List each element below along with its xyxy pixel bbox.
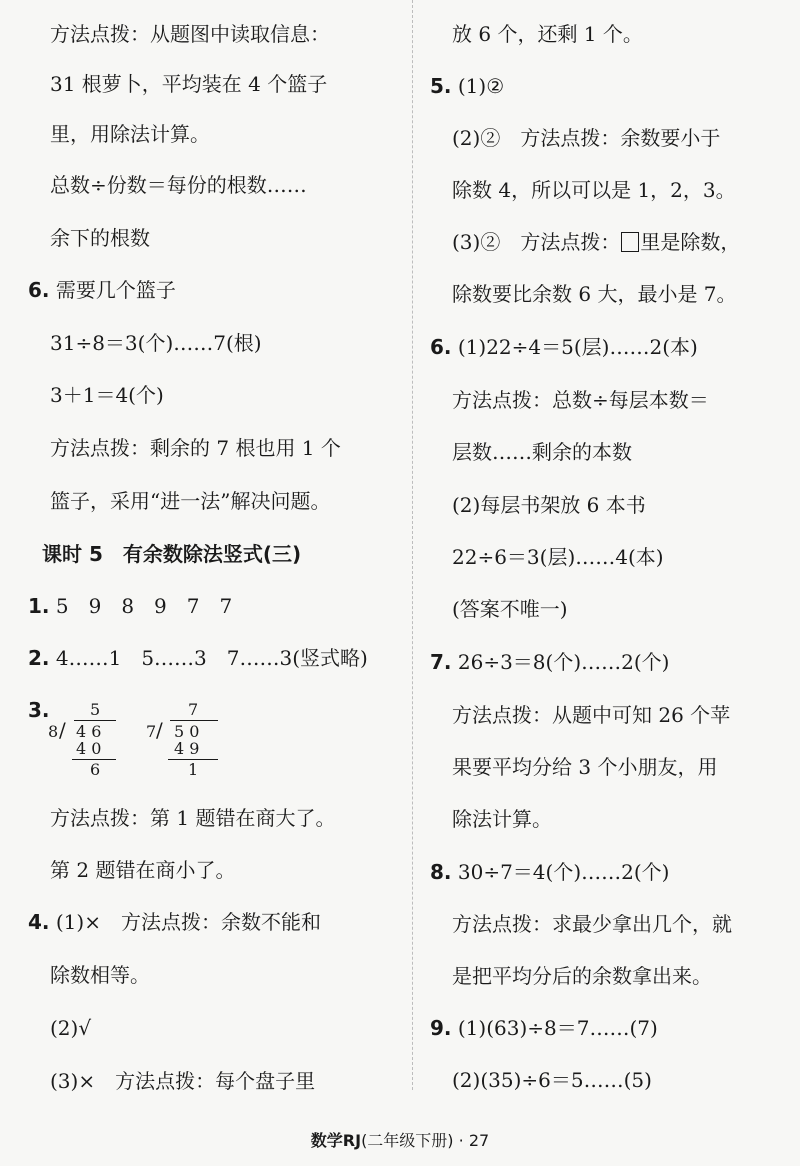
dividend: 5 0 bbox=[174, 722, 200, 741]
text-line: 除数 4，所以可以是 1，2，3。 bbox=[452, 178, 736, 202]
text-line: (2)√ bbox=[50, 1016, 92, 1040]
section-heading: 课时 5 有余数除法竖式(三) bbox=[42, 542, 302, 566]
dividend: 4 6 bbox=[76, 722, 102, 741]
text-line: 放 6 个，还剩 1 个。 bbox=[452, 22, 643, 46]
long-division-2 bbox=[144, 702, 224, 782]
text-line: 除数相等。 bbox=[50, 963, 150, 987]
text-line: (2)(35)÷6＝5……(5) bbox=[452, 1068, 652, 1092]
text-line: 里，用除法计算。 bbox=[50, 122, 210, 146]
division-bar bbox=[74, 720, 116, 721]
question-number: 1. bbox=[28, 594, 50, 618]
footer-separator: · bbox=[458, 1131, 464, 1150]
divisor: 8 bbox=[48, 722, 59, 741]
text-line: 方法点拨：第 1 题错在商大了。 bbox=[50, 806, 336, 830]
product: 4 0 bbox=[76, 739, 102, 758]
question-number: 3. bbox=[28, 698, 50, 722]
question-8 bbox=[430, 852, 669, 892]
question-text: 需要几个篮子 bbox=[55, 278, 176, 302]
question-text: (1)② bbox=[457, 74, 505, 98]
question-text: 5 9 8 9 7 7 bbox=[55, 594, 233, 618]
product: 4 9 bbox=[174, 739, 200, 758]
remainder: 1 bbox=[188, 760, 199, 779]
column-divider bbox=[412, 0, 413, 1090]
footer-grade: (二年级下册) bbox=[361, 1131, 454, 1150]
question-number: 9. bbox=[430, 1016, 452, 1040]
question-text: 30÷7＝4(个)……2(个) bbox=[457, 860, 670, 884]
text-line: 篮子，采用“进一法”解决问题。 bbox=[50, 489, 331, 513]
question-4 bbox=[28, 902, 321, 942]
quotient: 5 bbox=[90, 700, 101, 719]
division-bracket: / bbox=[156, 718, 163, 742]
quotient: 7 bbox=[188, 700, 199, 719]
question-text: 4……1 5……3 7……3(竖式略) bbox=[55, 646, 368, 670]
question-number: 4. bbox=[28, 910, 50, 934]
question-number: 2. bbox=[28, 646, 50, 670]
question-9 bbox=[430, 1008, 658, 1048]
text-line: 31÷8＝3(个)……7(根) bbox=[50, 331, 262, 355]
text-segment: 里是除数， bbox=[640, 230, 741, 254]
question-number: 6. bbox=[28, 278, 50, 302]
division-bracket: / bbox=[59, 718, 66, 742]
question-text: 26÷3＝8(个)……2(个) bbox=[457, 650, 670, 674]
long-division-1 bbox=[46, 702, 116, 782]
text-line: 除数要比余数 6 大，最小是 7。 bbox=[452, 282, 737, 306]
text-line bbox=[452, 222, 740, 262]
footer-subject: 数学RJ bbox=[310, 1131, 362, 1150]
text-line: 层数……剩余的本数 bbox=[452, 440, 632, 464]
text-line: (答案不唯一) bbox=[452, 597, 568, 621]
text-line: 第 2 题错在商小了。 bbox=[50, 858, 236, 882]
text-line: 是把平均分后的余数拿出来。 bbox=[452, 964, 712, 988]
text-line: 方法点拨：总数÷每层本数＝ bbox=[452, 388, 709, 412]
text-line: (3)× 方法点拨：每个盘子里 bbox=[50, 1069, 316, 1093]
text-line: 方法点拨：求最少拿出几个，就 bbox=[452, 912, 732, 936]
question-2 bbox=[28, 638, 368, 678]
text-line: 22÷6＝3(层)……4(本) bbox=[452, 545, 664, 569]
page-number: 27 bbox=[468, 1131, 490, 1150]
question-number: 7. bbox=[430, 650, 452, 674]
text-line: 余下的根数 bbox=[50, 226, 150, 250]
text-segment: (3)② 方法点拨： bbox=[452, 230, 621, 254]
division-bar bbox=[170, 720, 218, 721]
question-6 bbox=[28, 270, 176, 310]
text-line: 方法点拨：从题图中读取信息： bbox=[50, 22, 330, 46]
text-line: 总数÷份数＝每份的根数…… bbox=[50, 173, 307, 197]
text-line: 除法计算。 bbox=[452, 807, 552, 831]
question-number: 6. bbox=[430, 335, 452, 359]
question-text: (1)× 方法点拨：余数不能和 bbox=[55, 910, 321, 934]
text-line: 果要平均分给 3 个小朋友，用 bbox=[452, 755, 718, 779]
question-text: (1)(63)÷8＝7……(7) bbox=[457, 1016, 658, 1040]
text-line: 方法点拨：剩余的 7 根也用 1 个 bbox=[50, 436, 341, 460]
question-number: 5. bbox=[430, 74, 452, 98]
divisor: 7 bbox=[146, 722, 157, 741]
text-line: 方法点拨：从题中可知 26 个苹 bbox=[452, 703, 731, 727]
text-line: (2)每层书架放 6 本书 bbox=[452, 493, 646, 517]
blank-box-icon bbox=[621, 232, 639, 252]
question-6 bbox=[430, 327, 698, 367]
question-text: (1)22÷4＝5(层)……2(本) bbox=[457, 335, 698, 359]
question-5 bbox=[430, 66, 504, 106]
text-line: 31 根萝卜，平均装在 4 个篮子 bbox=[50, 72, 328, 96]
remainder: 6 bbox=[90, 760, 101, 779]
question-1 bbox=[28, 586, 232, 626]
text-line: (2)② 方法点拨：余数要小于 bbox=[452, 126, 721, 150]
page-footer bbox=[0, 1128, 800, 1151]
question-number: 8. bbox=[430, 860, 452, 884]
text-line: 3＋1＝4(个) bbox=[50, 383, 164, 407]
question-7 bbox=[430, 642, 669, 682]
